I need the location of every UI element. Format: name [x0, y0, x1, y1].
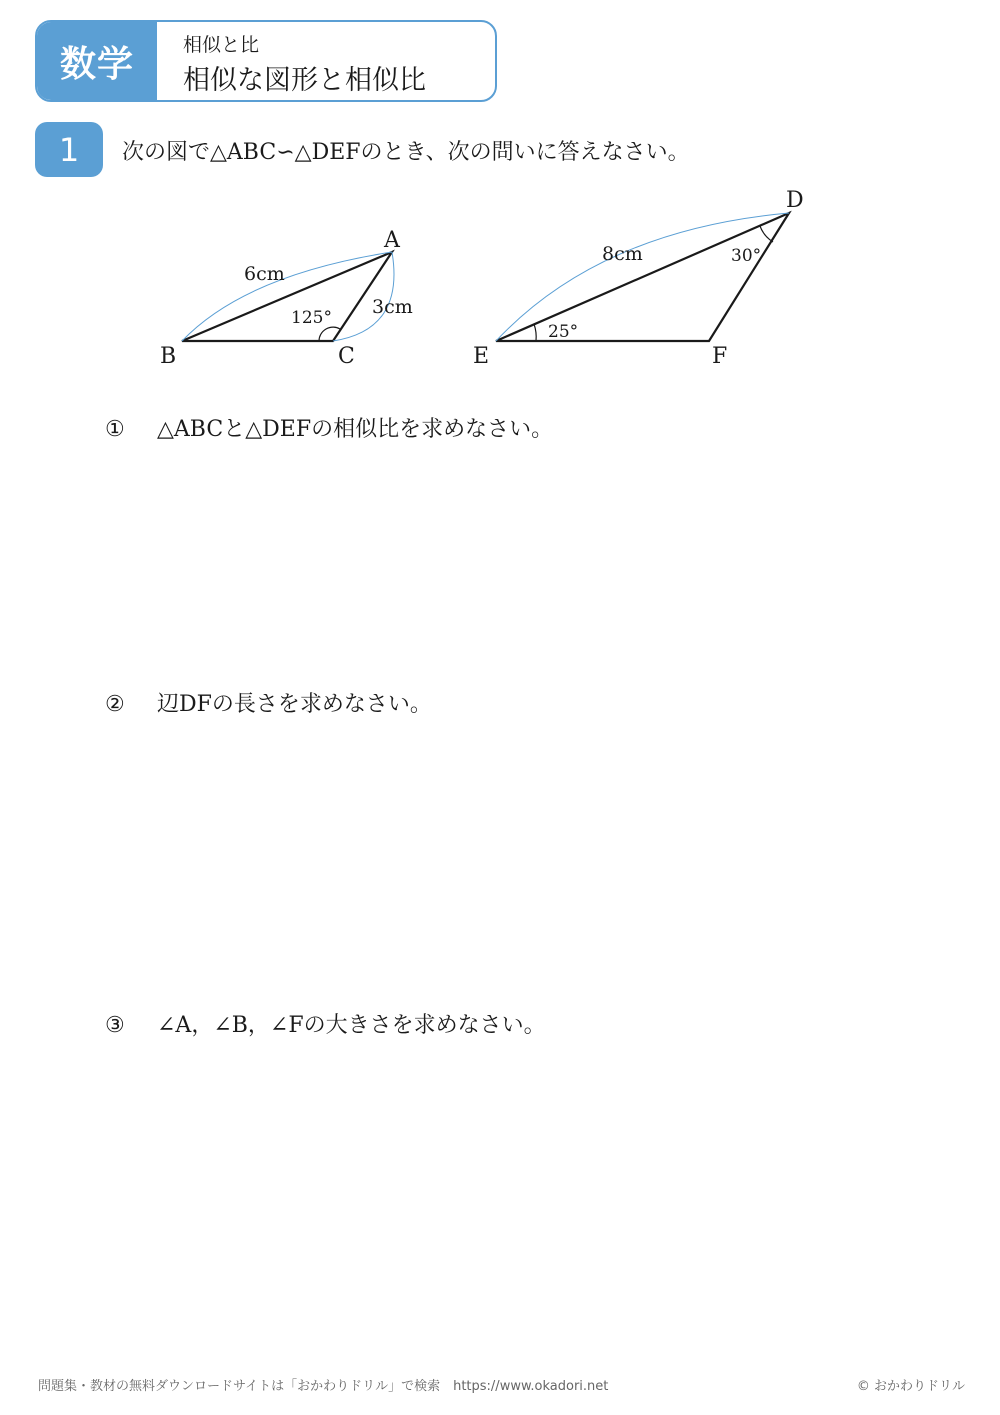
- side-de-label: 8cm: [602, 243, 643, 265]
- triangle-def: [473, 188, 804, 369]
- angle-e-arc: [534, 324, 536, 341]
- vertex-b-label: B: [160, 344, 177, 369]
- title-box: [35, 20, 497, 102]
- vertex-a-label: A: [384, 228, 400, 253]
- footer-site-note: 問題集・教材の無料ダウンロードサイトは「おかわりドリル」で検索 https://www.okadori.net: [38, 1379, 609, 1394]
- subquestion-2-number: ②: [105, 692, 125, 717]
- vertex-f-label: F: [712, 344, 728, 369]
- angle-d-label: 30°: [731, 246, 762, 266]
- lesson-title: 相似な図形と相似比: [183, 65, 426, 96]
- footer-copyright: © おかわりドリル: [856, 1379, 965, 1394]
- vertex-e-label: E: [473, 344, 490, 369]
- angle-e-label: 25°: [548, 322, 579, 342]
- subquestion-3: [105, 1008, 546, 1039]
- triangle-figure: [0, 180, 1000, 380]
- subquestion-2-text: 辺DFの長さを求めなさい。: [157, 692, 432, 717]
- side-ab-label: 6cm: [244, 263, 285, 285]
- question-prompt: 次の図で△ABC∽△DEFのとき、次の問いに答えなさい。: [122, 140, 690, 165]
- subquestion-3-text: ∠A，∠B，∠Fの大きさを求めなさい。: [157, 1013, 546, 1038]
- subject-label: 数学: [37, 22, 157, 100]
- unit-title: 相似と比: [183, 34, 260, 56]
- triangle-abc: [160, 228, 413, 369]
- angle-d-arc: [760, 226, 773, 242]
- question-number-badge: 1: [35, 122, 103, 177]
- subquestion-1: [105, 412, 553, 443]
- triangle-def-shape: [496, 213, 789, 341]
- subquestion-2: [105, 687, 432, 718]
- vertex-c-label: C: [338, 344, 355, 369]
- vertex-d-label: D: [786, 188, 804, 213]
- angle-c-label: 125°: [291, 308, 332, 328]
- subquestion-1-text: △ABCと△DEFの相似比を求めなさい。: [157, 417, 554, 442]
- triangle-abc-shape: [182, 252, 392, 341]
- subquestion-3-number: ③: [105, 1013, 125, 1038]
- side-ac-label: 3cm: [372, 296, 413, 318]
- subquestion-1-number: ①: [105, 417, 125, 442]
